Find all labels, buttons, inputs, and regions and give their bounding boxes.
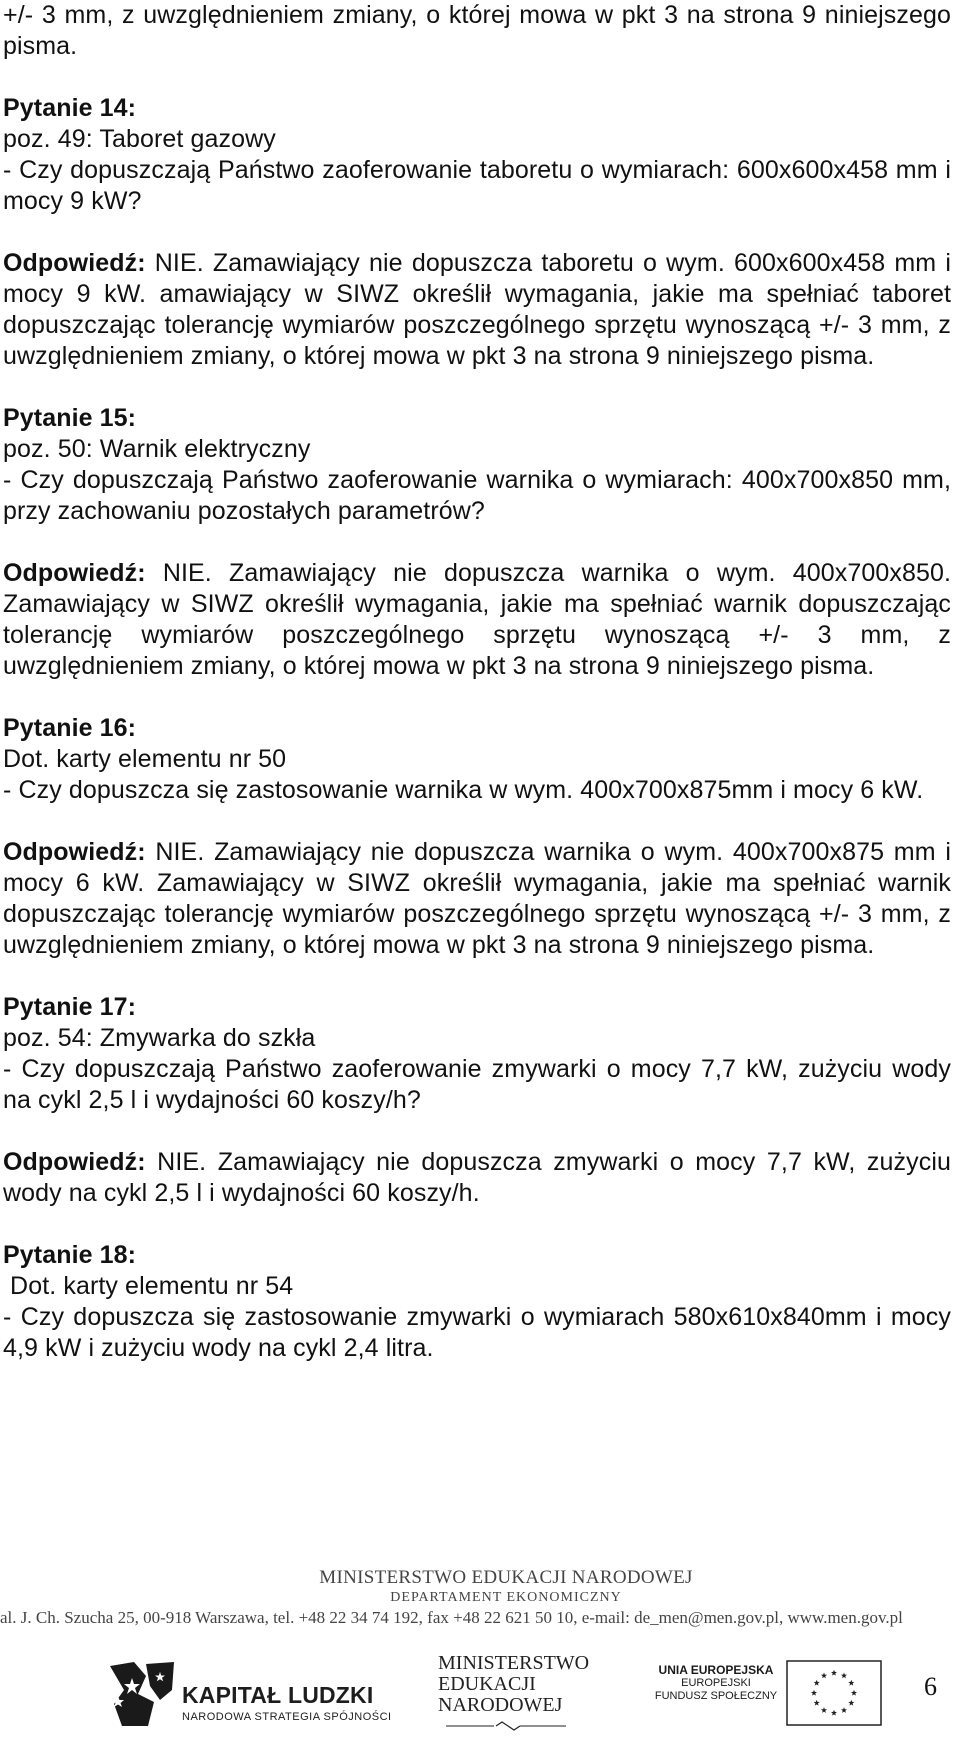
question-heading: Pytanie 14: (3, 94, 137, 122)
spacer (3, 961, 951, 992)
answer-label: Odpowiedź: (3, 1148, 146, 1176)
footer-ministry: MINISTERSTWO EDUKACJI NARODOWEJ (319, 1567, 693, 1588)
answer-text: NIE. Zamawiający nie dopuszcza warnika o wym. 400x700x850. Zamawiający w SIWZ określił wymagania, jakie ma spełniać warnik dopuszczając tolerancję wymiarów poszczególnego sprzętu wynoszącą +/- 3 mm, z uwzględnieniem zmiany, o której mowa w pkt 3 na strona 9 niniejszego pisma. (3, 559, 951, 680)
spacer (3, 1116, 951, 1147)
question-item: Dot. karty elementu nr 50 (3, 745, 287, 773)
answer-text: NIE. Zamawiający nie dopuszcza taboretu o wym. 600x600x458 mm i mocy 9 kW. amawiający w SIWZ określił wymagania, jakie ma spełniać taboret dopuszczając tolerancję wymiarów poszczególnego sprzętu wynoszącą +/- 3 mm, z uwzględnieniem zmiany, o której mowa w pkt 3 na strona 9 niniejszego pisma. (3, 249, 951, 370)
men-logo-line: MINISTERSTWO (438, 1652, 590, 1674)
question-text: - Czy dopuszczają Państwo zaoferowanie warnika o wymiarach: 400x700x850 mm, przy zachowaniu pozostałych parametrów? (3, 466, 951, 525)
spacer (3, 806, 951, 837)
question-heading: Pytanie 16: (3, 714, 137, 742)
eu-logo (652, 1660, 952, 1730)
men-logo (438, 1653, 608, 1735)
eu-logo-text (652, 1664, 780, 1703)
footer-address: al. J. Ch. Szucha 25, 00-918 Warszawa, tel. +48 22 34 74 192, fax +48 22 621 50 10, e-mail: de_men@men.gov.pl, www.men.gov.pl (0, 1608, 903, 1627)
answer-text: NIE. Zamawiający nie dopuszcza warnika o wym. 400x700x875 mm i mocy 6 kW. Zamawiający w SIWZ określił wymagania, jakie ma spełniać warnik dopuszczając tolerancję wymiarów poszczególnego sprzętu wynoszącą +/- 3 mm, z uwzględnieniem zmiany, o której mowa w pkt 3 na strona 9 niniejszego pisma. (3, 838, 951, 959)
question-text: - Czy dopuszczają Państwo zaoferowanie zmywarki o mocy 7,7 kW, zużyciu wody na cykl 2,5 l i wydajności 60 koszy/h? (3, 1055, 951, 1114)
spacer (3, 527, 951, 558)
eu-logo-line: UNIA EUROPEJSKA (658, 1663, 774, 1677)
question-heading: Pytanie 18: (3, 1241, 137, 1269)
answer-label: Odpowiedź: (3, 249, 146, 277)
spacer (3, 62, 951, 93)
eu-logo-line: FUNDUSZ SPOŁECZNY (654, 1690, 778, 1702)
kapital-ludzki-subtitle: NARODOWA STRATEGIA SPÓJNOŚCI (182, 1711, 392, 1723)
men-logo-line: NARODOWEJ (438, 1694, 563, 1716)
answer-paragraph (3, 837, 951, 961)
kapital-ludzki-title: KAPITAŁ LUDZKI (182, 1682, 374, 1708)
question-item: poz. 49: Taboret gazowy (3, 125, 276, 153)
footer-department: DEPARTAMENT EKONOMICZNY (390, 1590, 622, 1605)
question-heading: Pytanie 15: (3, 404, 137, 432)
paragraph-text: +/- 3 mm, z uwzględnieniem zmiany, o której mowa w pkt 3 na strona 9 niniejszego pisma. (3, 1, 951, 60)
kapital-ludzki-mark-icon (102, 1656, 178, 1732)
answer-paragraph (3, 558, 951, 682)
question-item: Dot. karty elementu nr 54 (3, 1272, 294, 1300)
spacer (3, 682, 951, 713)
paragraph-continuation (3, 0, 951, 62)
spacer (3, 1209, 951, 1240)
question-heading: Pytanie 17: (3, 993, 137, 1021)
answer-paragraph (3, 1147, 951, 1209)
eu-flag-icon (786, 1660, 882, 1726)
eu-logo-line: EUROPEJSKI (681, 1677, 751, 1689)
answer-text: NIE. Zamawiający nie dopuszcza zmywarki o mocy 7,7 kW, zużyciu wody na cykl 2,5 l i wydajności 60 koszy/h. (3, 1148, 951, 1207)
question-text: - Czy dopuszczają Państwo zaoferowanie taboretu o wymiarach: 600x600x458 mm i mocy 9 kW? (3, 156, 951, 215)
page-footer (0, 1560, 960, 1738)
answer-label: Odpowiedź: (3, 559, 146, 587)
kapital-ludzki-logo (102, 1656, 402, 1732)
answer-label: Odpowiedź: (3, 838, 146, 866)
answer-paragraph (3, 248, 951, 372)
page-number: 6 (924, 1672, 937, 1701)
footer-header (0, 1567, 960, 1607)
men-logo-line: EDUKACJI (438, 1673, 536, 1695)
spacer (3, 217, 951, 248)
question-item: poz. 54: Zmywarka do szkła (3, 1024, 316, 1052)
question-text: - Czy dopuszcza się zastosowanie zmywarki o wymiarach 580x610x840mm i mocy 4,9 kW i zużyciu wody na cykl 2,4 litra. (3, 1303, 951, 1362)
document-body (3, 0, 951, 1364)
question-text: - Czy dopuszcza się zastosowanie warnika w wym. 400x700x875mm i mocy 6 kW. (3, 776, 924, 804)
spacer (3, 372, 951, 403)
question-item: poz. 50: Warnik elektryczny (3, 435, 311, 463)
ornament-icon (446, 1721, 566, 1731)
